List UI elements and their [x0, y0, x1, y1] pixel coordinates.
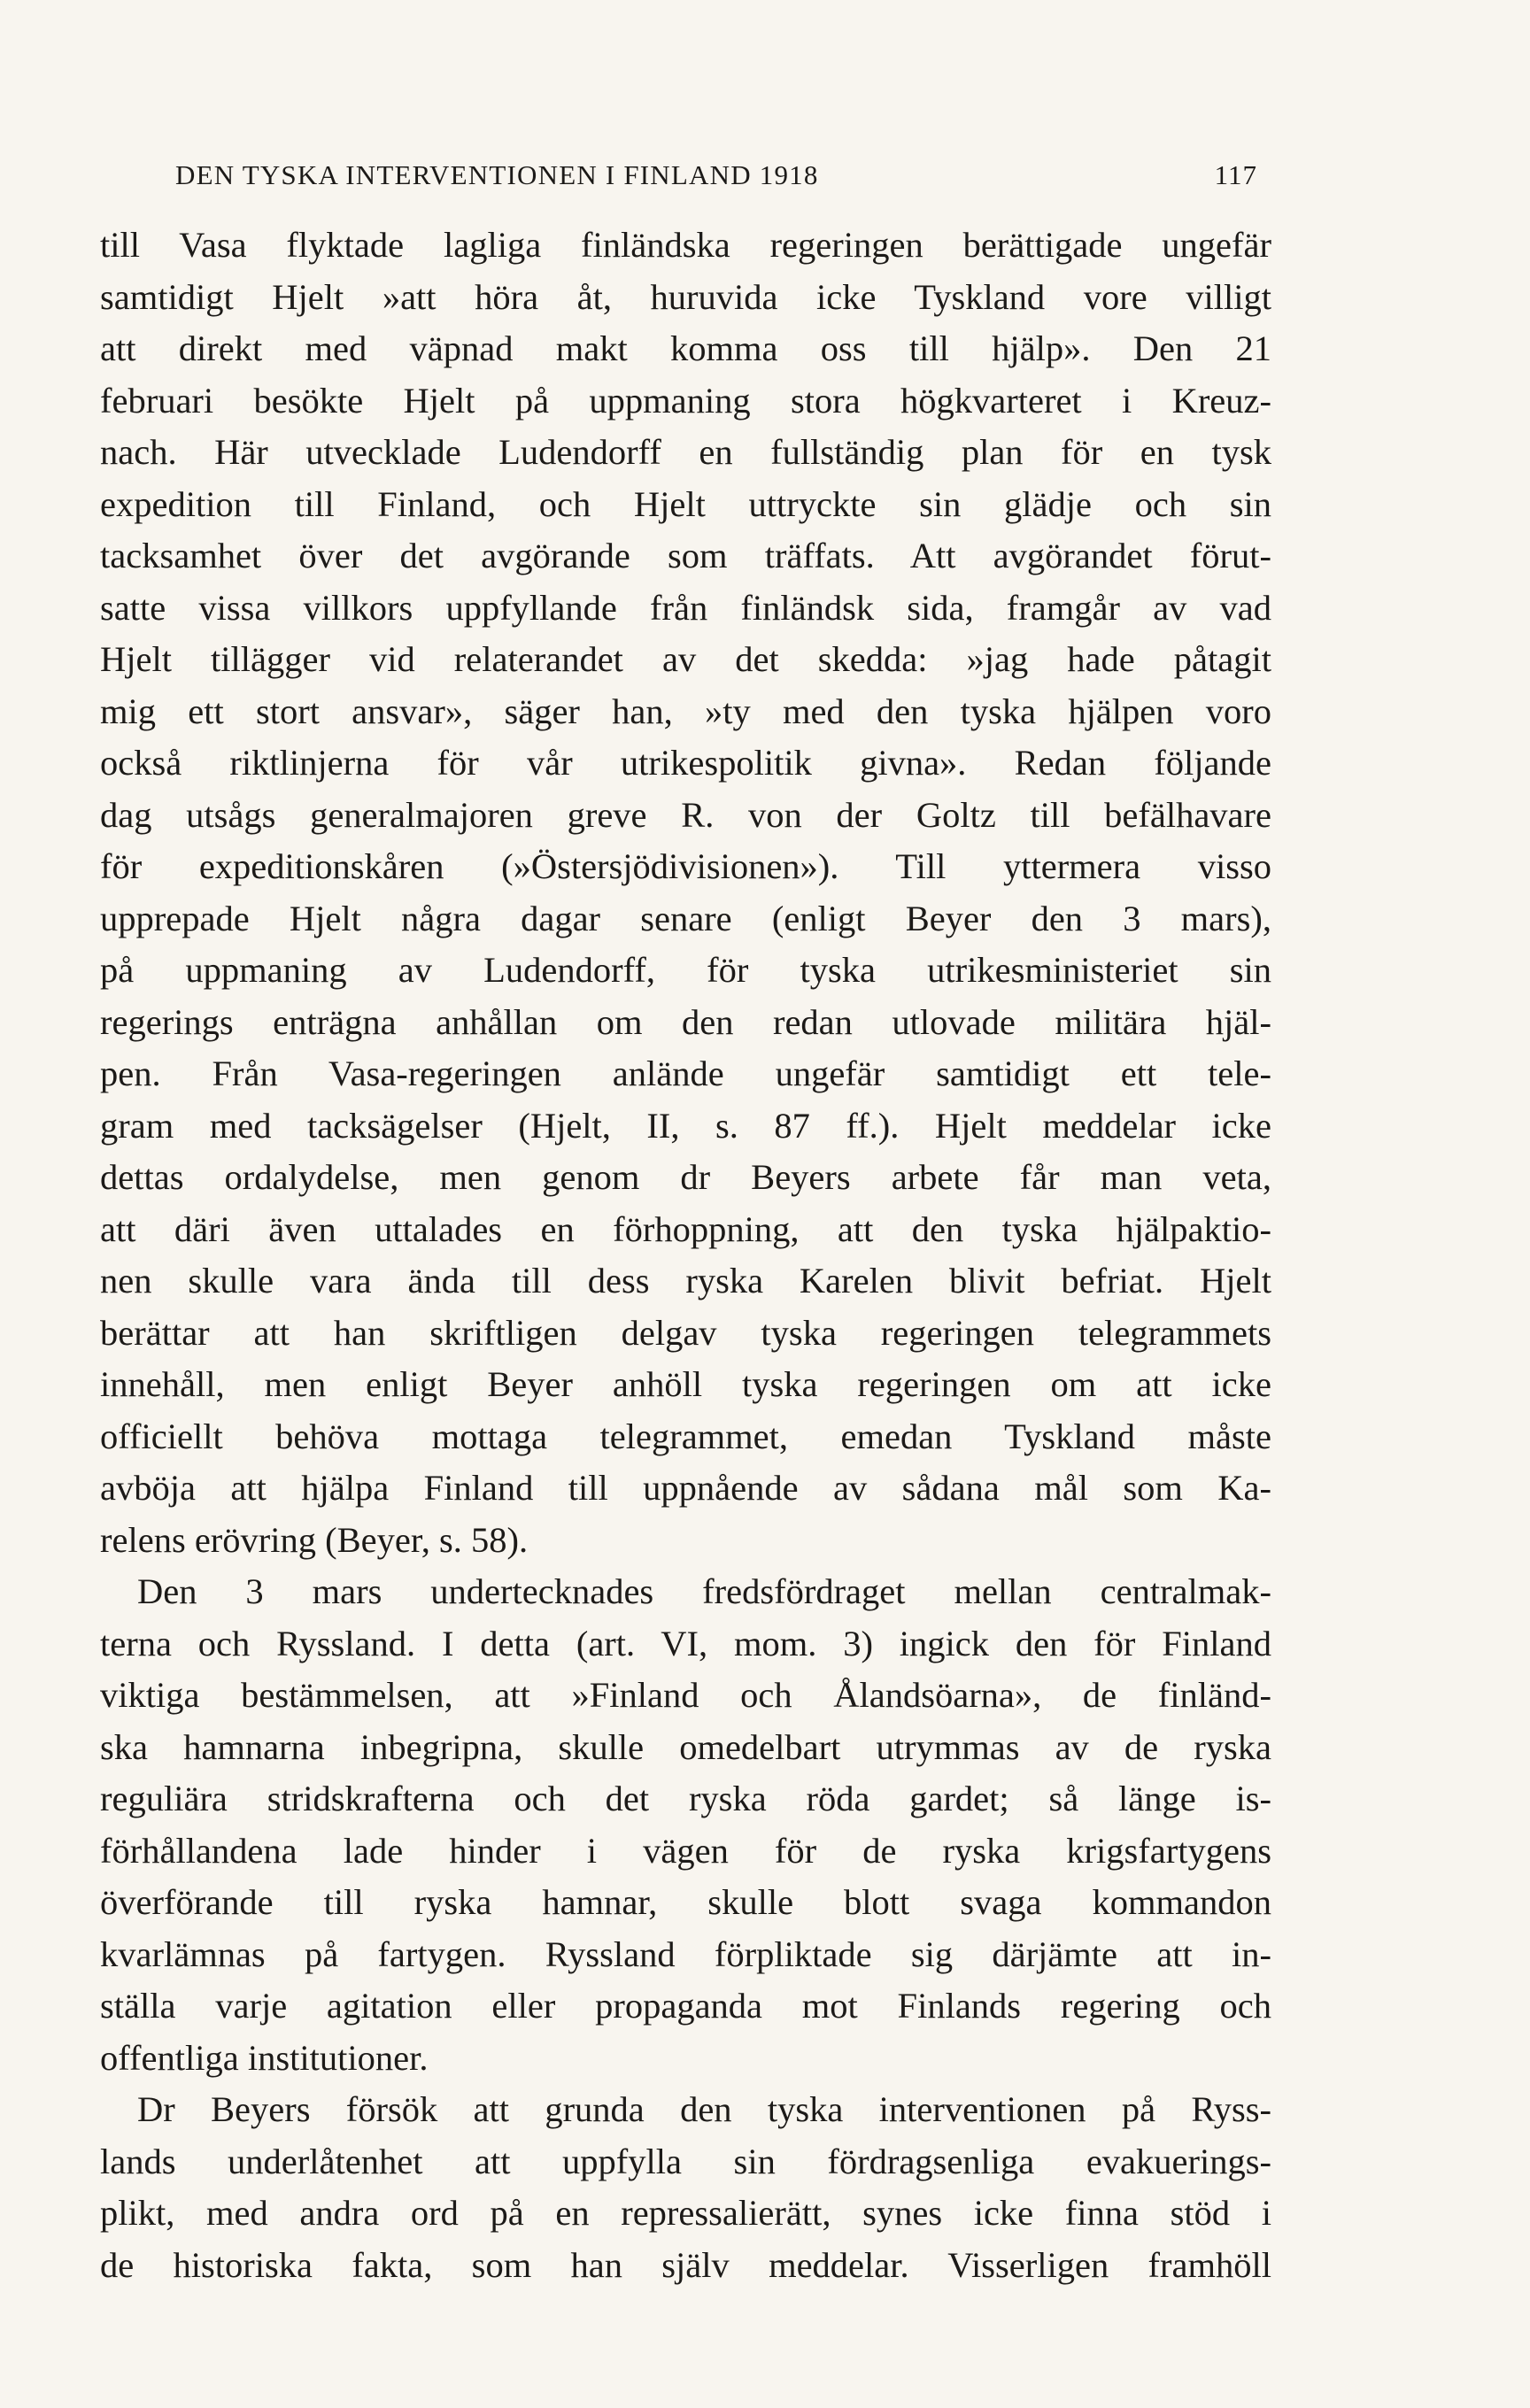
text-line: dettas ordalydelse, men genom dr Beyers arbete får man veta, — [100, 1157, 1271, 1197]
text-line: terna och Ryssland. I detta (art. VI, mom. 3) ingick den för Finland — [100, 1623, 1271, 1663]
text-line: Dr Beyers försök att grunda den tyska interventionen på Ryss- — [137, 2089, 1271, 2129]
text-line: berättar att han skriftligen delgav tyska regeringen telegrammets — [100, 1312, 1271, 1353]
text-line: för expeditionskåren (»Östersjödivisionen»). Till yttermera visso — [100, 846, 1271, 886]
text-line: förhållandena lade hinder i vägen för de ryska krigsfartygens — [100, 1830, 1271, 1871]
text-line: lands underlåtenhet att uppfylla sin fördragsenliga evakuerings- — [100, 2141, 1271, 2181]
text-line: att däri även uttalades en förhoppning, att den tyska hjälpaktio- — [100, 1208, 1271, 1249]
text-line: dag utsågs generalmajoren greve R. von der Goltz till befälhavare — [100, 794, 1271, 835]
text-line: relens erövring (Beyer, s. 58). — [100, 1519, 529, 1560]
text-line: Hjelt tillägger vid relaterandet av det skedda: »jag hade påtagit — [100, 639, 1271, 679]
text-line: ska hamnarna inbegripna, skulle omedelbart utrymmas av de ryska — [100, 1726, 1271, 1767]
page-header — [175, 159, 1257, 198]
text-line: upprepade Hjelt några dagar senare (enligt Beyer den 3 mars), — [100, 898, 1271, 938]
text-line: överförande till ryska hamnar, skulle blott svaga kommandon — [100, 1882, 1271, 1922]
text-line: februari besökte Hjelt på uppmaning stora högkvarteret i Kreuz- — [100, 380, 1271, 421]
text-line: innehåll, men enligt Beyer anhöll tyska regeringen om att icke — [100, 1364, 1271, 1404]
text-line: viktiga bestämmelsen, att »Finland och Ålandsöarna», de finländ- — [100, 1675, 1271, 1715]
page-number: 117 — [1214, 159, 1257, 190]
text-line: Den 3 mars undertecknades fredsfördraget mellan centralmak- — [137, 1571, 1271, 1611]
text-line: regerings enträgna anhållan om den redan utlovade militära hjäl- — [100, 1001, 1271, 1042]
text-line: till Vasa flyktade lagliga finländska regeringen berättigade ungefär — [100, 225, 1271, 265]
text-line: kvarlämnas på fartygen. Ryssland förpliktade sig därjämte att in- — [100, 1933, 1271, 1974]
running-title: DEN TYSKA INTERVENTIONEN I FINLAND 1918 — [175, 159, 819, 190]
text-line: också riktlinjerna för vår utrikespolitik givna». Redan följande — [100, 743, 1271, 783]
text-line: expedition till Finland, och Hjelt uttryckte sin glädje och sin — [100, 483, 1271, 524]
text-line: offentliga institutioner. — [100, 2037, 429, 2078]
text-line: reguliära stridskrafterna och det ryska röda gardet; så länge is- — [100, 1779, 1271, 1818]
text-line: pen. Från Vasa-regeringen anlände ungefär samtidigt ett tele- — [100, 1054, 1271, 1093]
text-line: nach. Här utvecklade Ludendorff en fullständig plan för en tysk — [100, 432, 1271, 472]
text-line: mig ett stort ansvar», säger han, »ty med den tyska hjälpen voro — [100, 691, 1271, 731]
text-line: tacksamhet över det avgörande som träffats. Att avgörandet förut- — [100, 536, 1271, 575]
text-line: ställa varje agitation eller propaganda mot Finlands regering och — [100, 1986, 1271, 2026]
text-line: på uppmaning av Ludendorff, för tyska utrikesministeriet sin — [100, 950, 1271, 990]
text-line: satte vissa villkors uppfyllande från finländsk sida, framgår av vad — [100, 587, 1271, 628]
text-line: plikt, med andra ord på en repressalierätt, synes icke finna stöd i — [100, 2193, 1271, 2233]
text-line: att direkt med väpnad makt komma oss till hjälp». Den 21 — [100, 328, 1271, 368]
text-line: officiellt behöva mottaga telegrammet, emedan Tyskland måste — [100, 1416, 1271, 1456]
text-line: avböja att hjälpa Finland till uppnående av sådana mål som Ka- — [100, 1468, 1271, 1508]
text-line: nen skulle vara ända till dess ryska Karelen blivit befriat. Hjelt — [100, 1261, 1271, 1300]
text-line: de historiska fakta, som han själv meddelar. Visserligen framhöll — [100, 2244, 1271, 2285]
body-text — [100, 220, 1271, 2291]
text-line: gram med tacksägelser (Hjelt, II, s. 87 ff.). Hjelt meddelar icke — [100, 1105, 1271, 1146]
text-line: samtidigt Hjelt »att höra åt, huruvida icke Tyskland vore villigt — [100, 276, 1271, 317]
